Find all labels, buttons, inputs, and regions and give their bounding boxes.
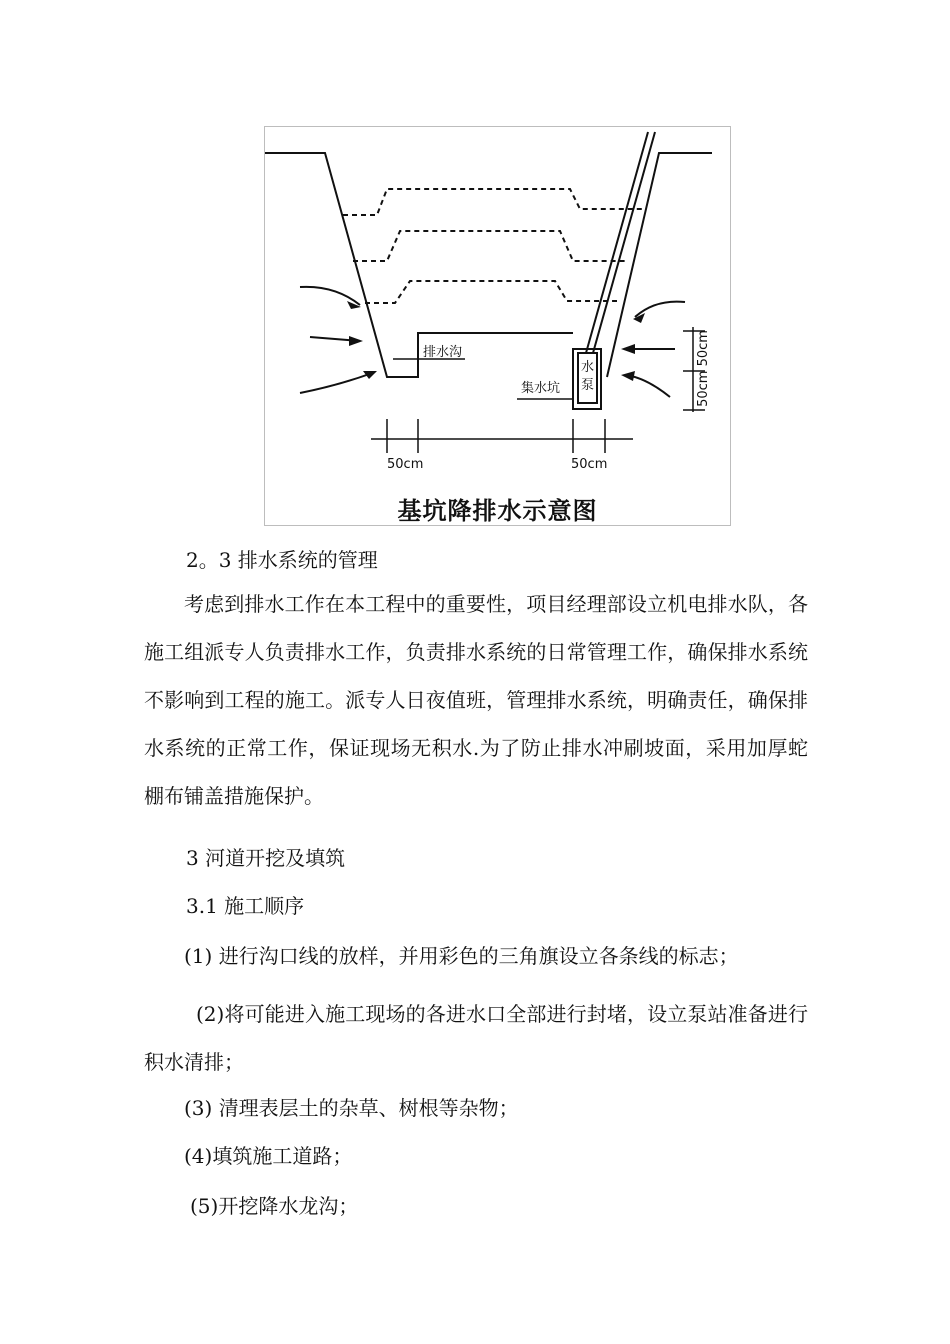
step-1: (1) 进行沟口线的放样，并用彩色的三角旗设立各条线的标志； [184, 944, 739, 968]
section-3-heading: 3 河道开挖及填筑 [186, 846, 346, 870]
water-table-3 [365, 281, 617, 303]
step-5: (5)开挖降水龙沟； [190, 1194, 359, 1218]
section-3-1-heading: 3.1 施工顺序 [186, 894, 305, 918]
step-4: (4)填筑施工道路； [184, 1144, 353, 1168]
ditch-label: 排水沟 [423, 345, 463, 360]
dim-label-vertical: 50cm 50cm [695, 330, 711, 407]
diagram-drawing [265, 127, 732, 527]
inflow-curve-bottom [300, 372, 375, 393]
sump-label: 集水坑 [521, 381, 561, 396]
arrowhead-left-mid [349, 336, 363, 346]
pump-label: 水泵 [581, 360, 595, 393]
water-table-1 [343, 189, 645, 215]
section-2-3-heading: 2。3 排水系统的管理 [186, 548, 378, 572]
step-3: (3) 清理表层土的杂草、树根等杂物； [184, 1096, 519, 1120]
arrowhead-right-bottom [621, 371, 635, 381]
arrowhead-right-mid [621, 344, 635, 354]
figure-caption: 基坑降排水示意图 [397, 497, 598, 525]
dewatering-diagram [264, 126, 731, 526]
ground-line-left [265, 153, 418, 377]
pump-pipe-2 [593, 132, 655, 353]
dim-label-right: 50cm [571, 457, 608, 472]
step-2: (2)将可能进入施工现场的各进水口全部进行封堵，设立泵站准备进行积水清排； [144, 1002, 808, 1074]
dim-label-left: 50cm [387, 457, 424, 472]
section-2-3-paragraph: 考虑到排水工作在本工程中的重要性，项目经理部设立机电排水队，各施工组派专人负责排水工作，负责排水系统的日常管理工作，确保排水系统不影响到工程的施工。派专人日夜值班，管理排水系统，明确责任，确保排水系统的正常工作，保证现场无积水.为了防止排水冲刷坡面，采用加厚蛇棚布铺盖措施保护。 [144, 592, 808, 808]
inflow-curve-top [300, 287, 360, 305]
water-table-2 [353, 231, 625, 261]
